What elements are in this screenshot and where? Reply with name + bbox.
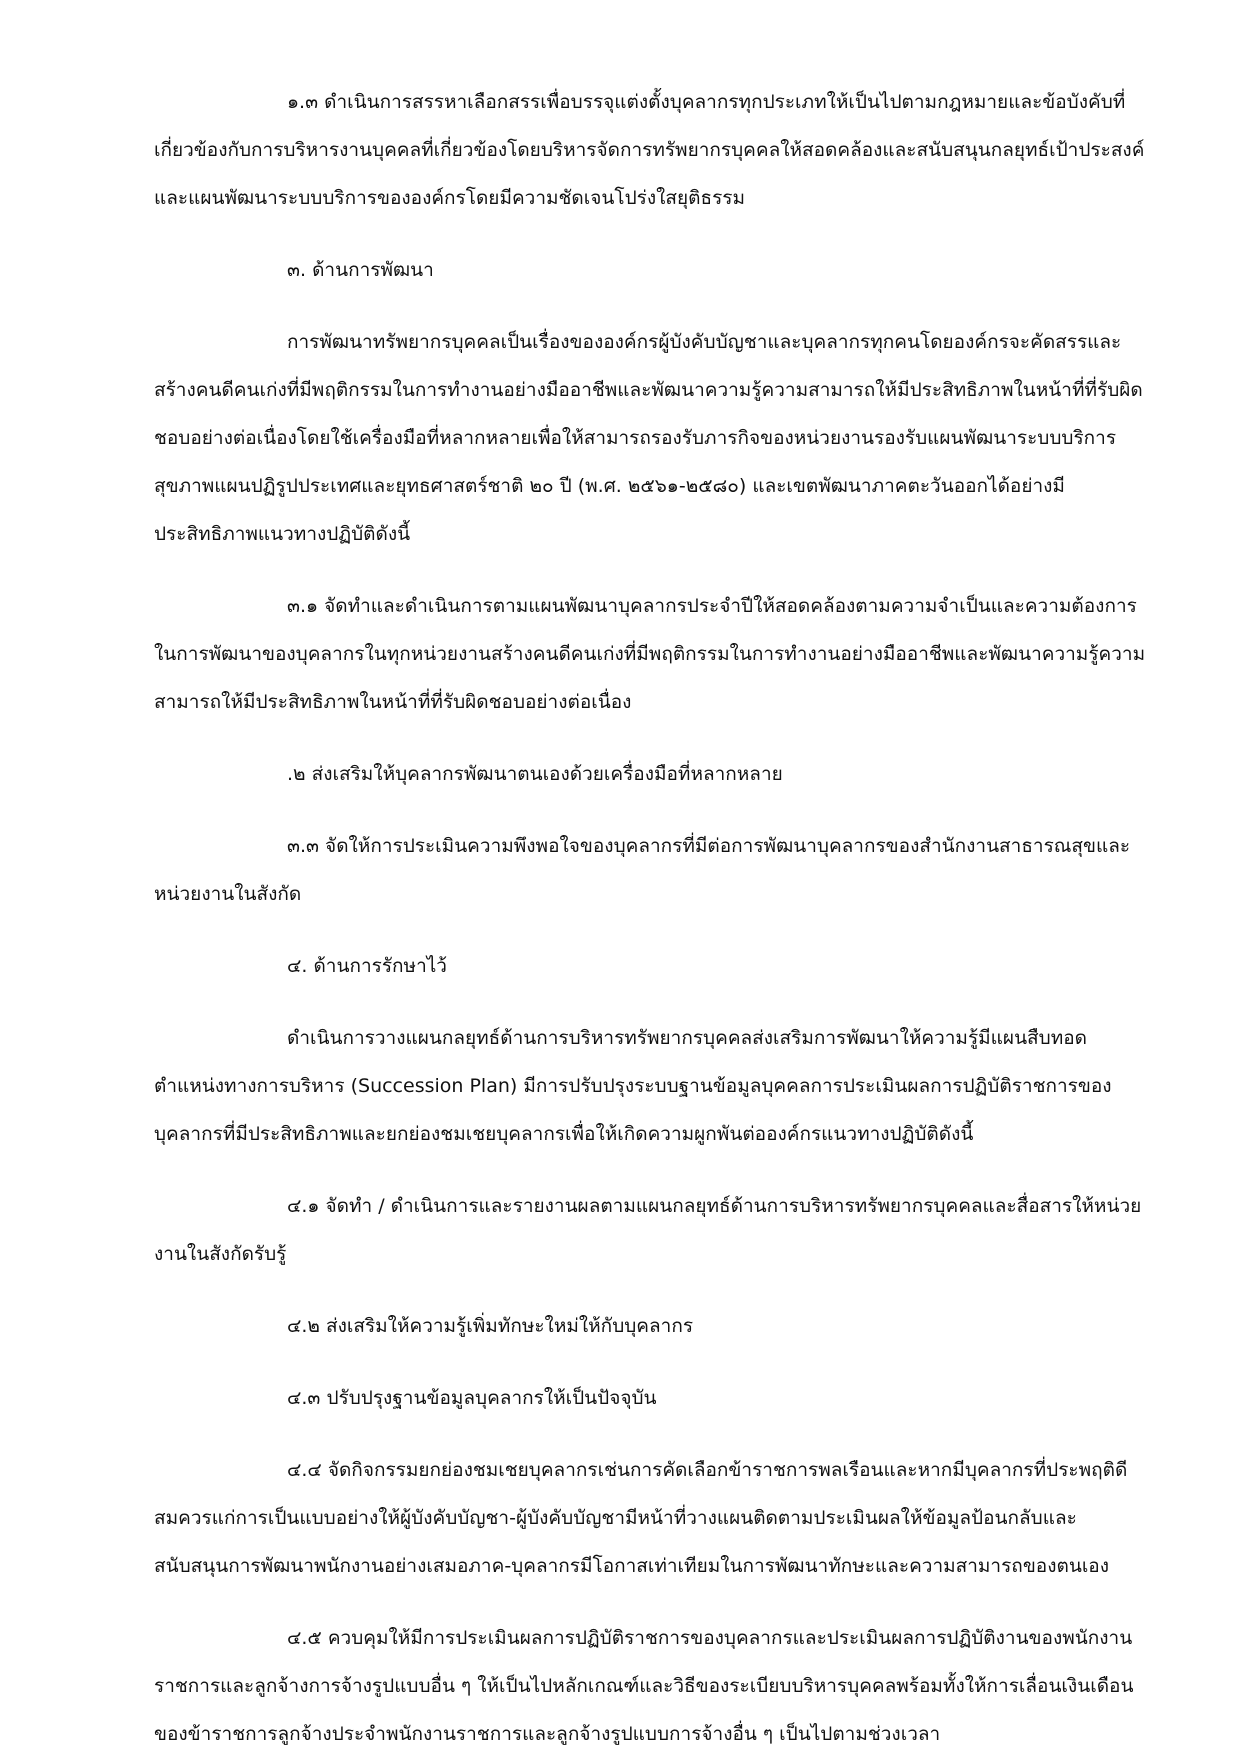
paragraph-1-3-recruitment: ๑.๓ ดำเนินการสรรหาเลือกสรรเพื่อบรรจุแต่งตั้งบุคลากรทุกประเภทให้เป็นไปตามกฎหมายและข้อบังคับที่เกี่ยวข้องกับการบริหารงานบุคคลที่เกี่ยวข้องโดยบริหารจัดการทรัพยากรบุคคลให้สอดคล้องและสนับสนุนกลยุทธ์เป้าประสงค์และแผนพัฒนาระบบบริการขององค์กรโดยมีความชัดเจนโปร่งใสยุติธรรม [154, 91, 1145, 209]
heading-4-retention: ๔. ด้านการรักษาไว้ [287, 955, 447, 977]
paragraph-4-1: ๔.๑ จัดทำ / ดำเนินการและรายงานผลตามแผนกลยุทธ์ด้านการบริหารทรัพยากรบุคคลและสื่อสารให้หน่วยงานในสังกัดรับรู้ [154, 1195, 1142, 1265]
paragraph-development-intro: การพัฒนาทรัพยากรบุคคลเป็นเรื่องขององค์กรผู้บังคับบัญชาและบุคลากรทุกคนโดยองค์กรจะคัดสรรและสร้างคนดีคนเก่งที่มีพฤติกรรมในการทำงานอย่างมืออาชีพและพัฒนาความรู้ความสามารถให้มีประสิทธิภาพในหน้าที่ที่รับผิดชอบอย่างต่อเนื่องโดยใช้เครื่องมือที่หลากหลายเพื่อให้สามารถรองรับภารกิจของหน่วยงานรองรับแผนพัฒนาระบบบริการสุขภาพแผนปฏิรูปประเทศและยุทธศาสตร์ชาติ ๒๐ ปี (พ.ศ. ๒๕๖๑-๒๕๘๐) และเขตพัฒนาภาคตะวันออกได้อย่างมีประสิทธิภาพแนวทางปฏิบัติดังนี้ [154, 331, 1143, 545]
paragraph-4-4: ๔.๔ จัดกิจกรรมยกย่องชมเชยบุคลากรเช่นการคัดเลือกข้าราชการพลเรือนและหากมีบุคลากรที่ประพฤติดีสมควรแก่การเป็นแบบอย่างให้ผู้บังคับบัญชา-ผู้บังคับบัญชามีหน้าที่วางแผนติดตามประเมินผลให้ข้อมูลป้อนกลับและสนับสนุนการพัฒนาพนักงานอย่างเสมอภาค-บุคลากรมีโอกาสเท่าเทียมในการพัฒนาทักษะและความสามารถของตนเอง [154, 1459, 1128, 1577]
heading-3-development: ๓. ด้านการพัฒนา [287, 259, 434, 281]
paragraph-4-2: ๔.๒ ส่งเสริมให้ความรู้เพิ่มทักษะใหม่ให้กับบุคลากร [287, 1315, 694, 1337]
paragraph-4-3: ๔.๓ ปรับปรุงฐานข้อมูลบุคลากรให้เป็นปัจจุบัน [287, 1387, 657, 1409]
paragraph-3-2: .๒ ส่งเสริมให้บุคลากรพัฒนาตนเองด้วยเครื่องมือที่หลากหลาย [287, 763, 783, 785]
paragraph-3-1: ๓.๑ จัดทำและดำเนินการตามแผนพัฒนาบุคลากรประจำปีให้สอดคล้องตามความจำเป็นและความต้องการในการพัฒนาของบุคลากรในทุกหน่วยงานสร้างคนดีคนเก่งที่มีพฤติกรรมในการทำงานอย่างมืออาชีพและพัฒนาความรู้ความสามารถให้มีประสิทธิภาพในหน้าที่ที่รับผิดชอบอย่างต่อเนื่อง [154, 595, 1146, 713]
paragraph-4-5: ๔.๕ ควบคุมให้มีการประเมินผลการปฏิบัติราชการของบุคลากรและประเมินผลการปฏิบัติงานของพนักงานราชการและลูกจ้างการจ้างรูปแบบอื่น ๆ ให้เป็นไปหลักเกณฑ์และวิธีของระเบียบบริหารบุคคลพร้อมทั้งให้การเลื่อนเงินเดือนของข้าราชการลูกจ้างประจำพนักงานราชการและลูกจ้างรูปแบบการจ้างอื่น ๆ เป็นไปตามช่วงเวลา [154, 1627, 1134, 1745]
paragraph-retention-intro: ดำเนินการวางแผนกลยุทธ์ด้านการบริหารทรัพยากรบุคคลส่งเสริมการพัฒนาให้ความรู้มีแผนสืบทอดตำแหน่งทางการบริหาร (Succession Plan) มีการปรับปรุงระบบฐานข้อมูลบุคคลการประเมินผลการปฏิบัติราชการของบุคลากรที่มีประสิทธิภาพและยกย่องชมเชยบุคลากรเพื่อให้เกิดความผูกพันต่อองค์กรแนวทางปฏิบัติดังนี้ [154, 1027, 1112, 1145]
paragraph-3-3: ๓.๓ จัดให้การประเมินความพึงพอใจของบุคลากรที่มีต่อการพัฒนาบุคลากรของสำนักงานสาธารณสุขและหน่วยงานในสังกัด [154, 835, 1131, 905]
